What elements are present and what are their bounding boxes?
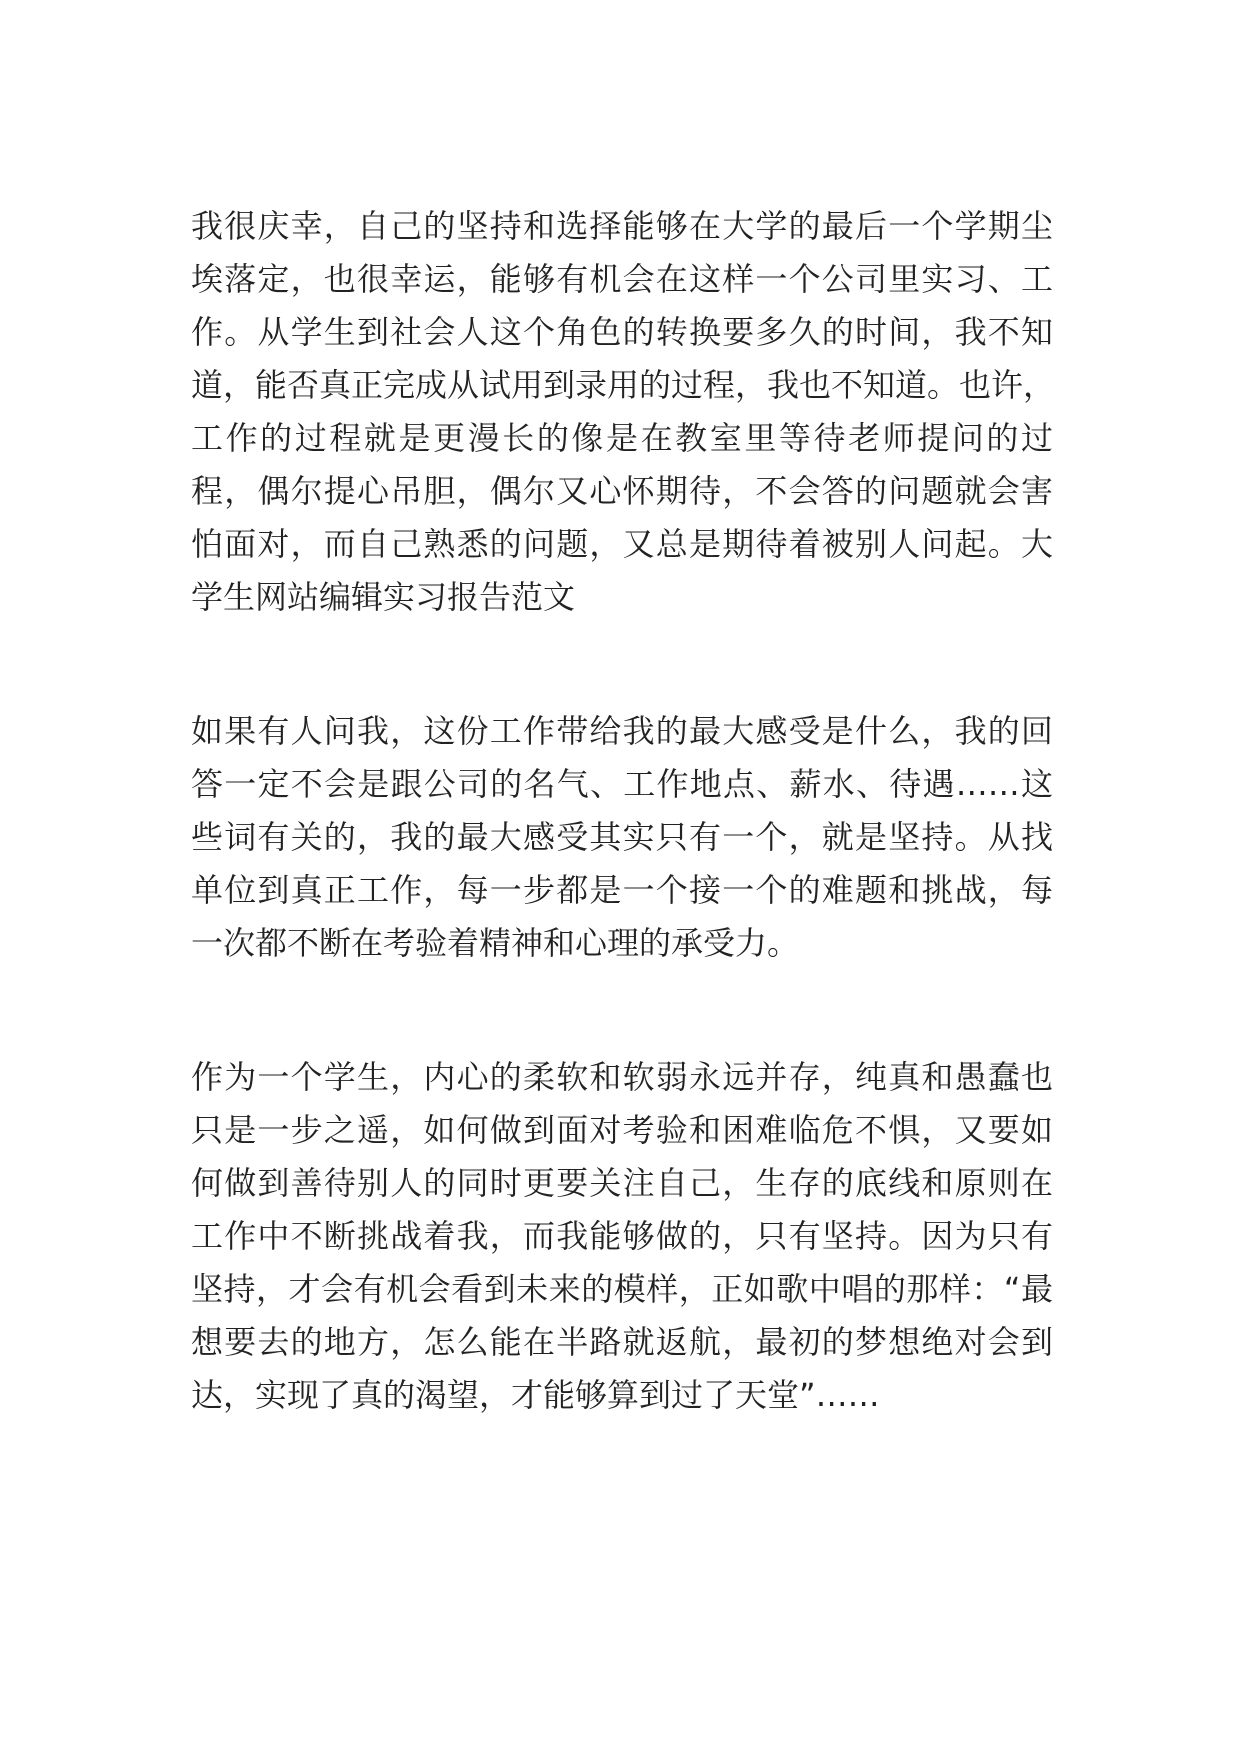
text-line: 工作中不断挑战着我，而我能够做的，只有坚持。因为只有: [191, 1217, 1053, 1255]
text-line: 埃落定，也很幸运，能够有机会在这样一个公司里实习、工: [191, 260, 1053, 298]
text-line: 答一定不会是跟公司的名气、工作地点、薪水、待遇……这: [191, 765, 1053, 803]
text-line: 如果有人问我，这份工作带给我的最大感受是什么，我的回: [191, 712, 1053, 750]
text-line: 我很庆幸，自己的坚持和选择能够在大学的最后一个学期尘: [191, 207, 1053, 245]
paragraph-2: [191, 705, 1053, 970]
text-line: 一次都不断在考验着精神和心理的承受力。: [191, 924, 800, 962]
text-line: 何做到善待别人的同时更要关注自己，生存的底线和原则在: [191, 1164, 1053, 1202]
paragraph-1: [191, 200, 1056, 624]
text-line: 只是一步之遥，如何做到面对考验和困难临危不惧，又要如: [191, 1111, 1053, 1149]
text-line: 道，能否真正完成从试用到录用的过程，我也不知道。也许，: [191, 366, 1056, 404]
text-line: 坚持，才会有机会看到未来的模样，正如歌中唱的那样：“最: [191, 1270, 1053, 1308]
text-line: 单位到真正工作，每一步都是一个接一个的难题和挑战，每: [191, 871, 1053, 909]
document-body: [191, 200, 1056, 1503]
text-line: 些词有关的，我的最大感受其实只有一个，就是坚持。从找: [191, 818, 1053, 856]
text-line: 工作的过程就是更漫长的像是在教室里等待老师提问的过: [191, 419, 1053, 457]
text-line: 程，偶尔提心吊胆，偶尔又心怀期待，不会答的问题就会害: [191, 472, 1053, 510]
text-line: 作。从学生到社会人这个角色的转换要多久的时间，我不知: [191, 313, 1053, 351]
text-line: 想要去的地方，怎么能在半路就返航，最初的梦想绝对会到: [191, 1323, 1053, 1361]
paragraph-3: [191, 1051, 1053, 1422]
text-line: 学生网站编辑实习报告范文: [191, 578, 576, 616]
text-line: 达，实现了真的渴望，才能够算到过了天堂”……: [191, 1376, 880, 1414]
text-line: 怕面对，而自己熟悉的问题，又总是期待着被别人问起。大: [191, 525, 1053, 563]
text-line: 作为一个学生，内心的柔软和软弱永远并存，纯真和愚蠢也: [191, 1058, 1053, 1096]
